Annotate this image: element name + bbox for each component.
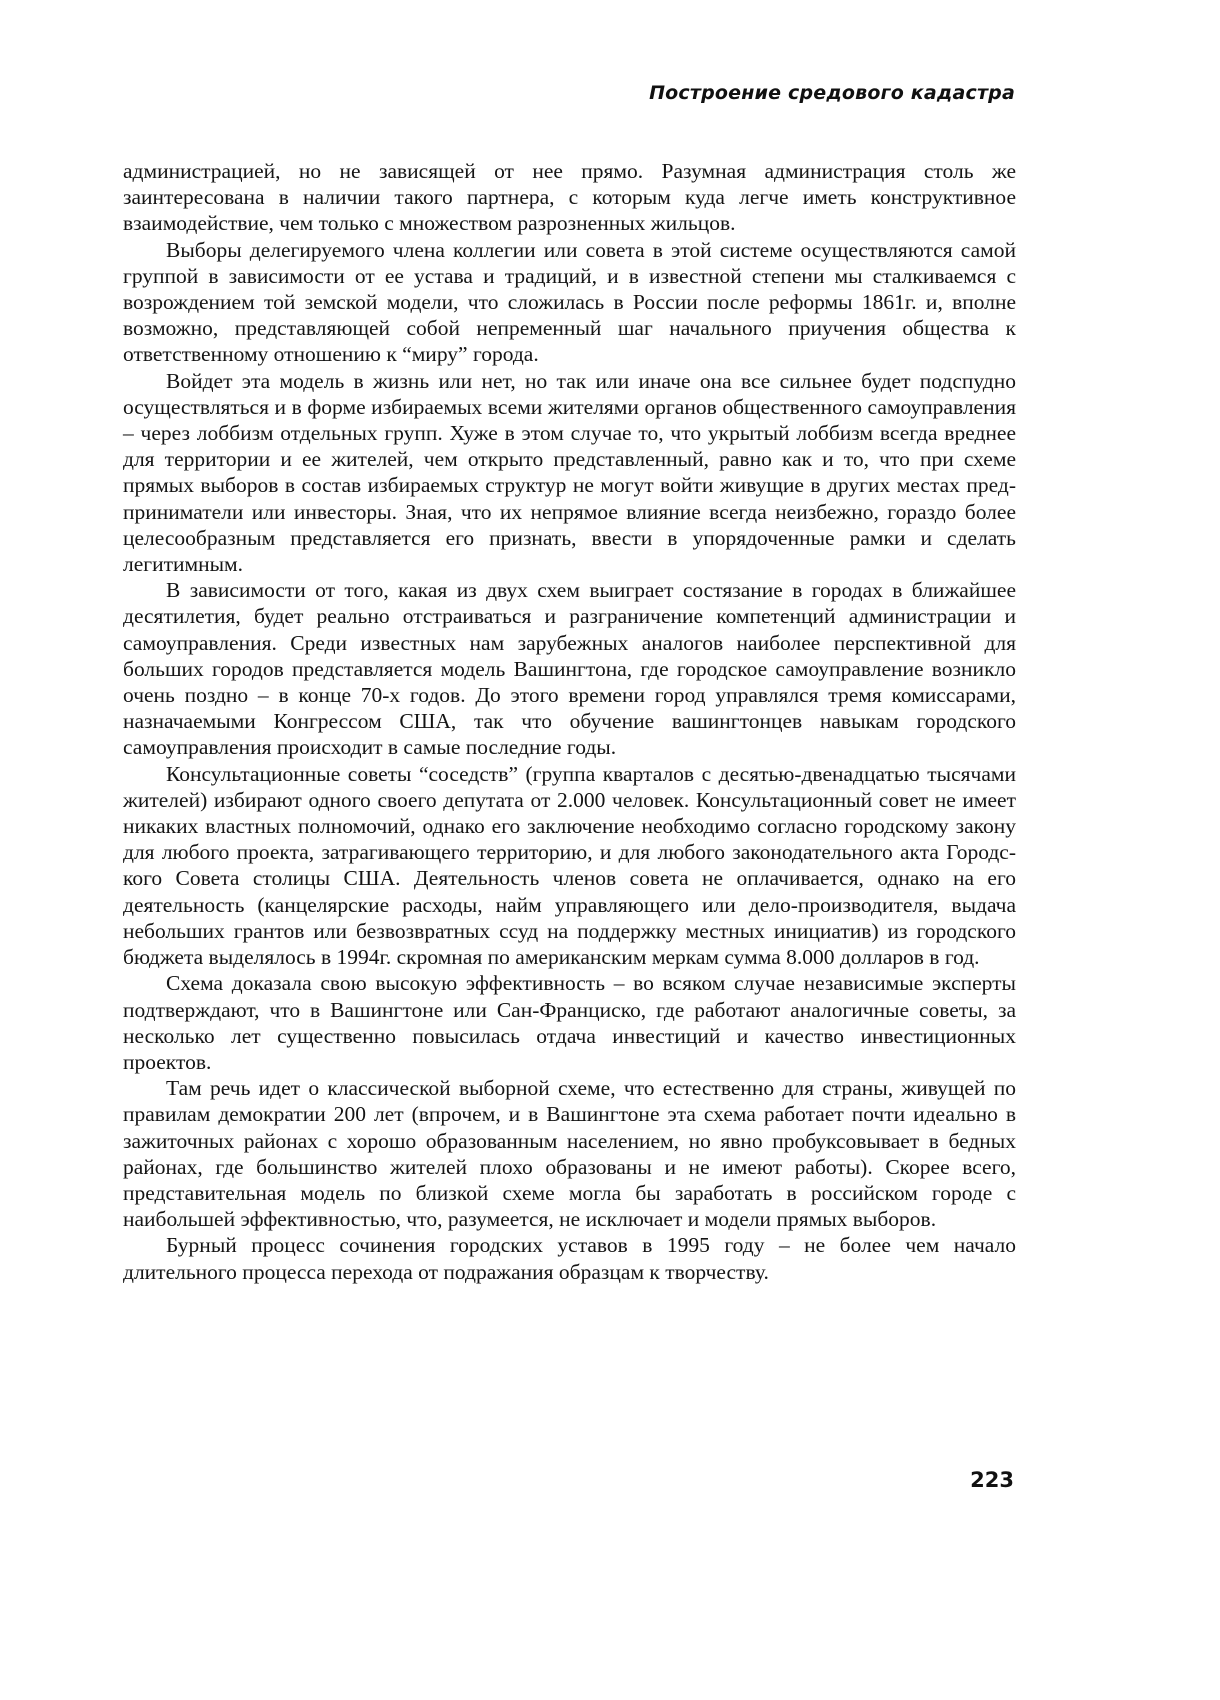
- paragraph: Там речь идет о классической выборной схеме, что естественно для страны, живущей по правилам демократии 200 лет (впрочем, и в Вашингтоне эта схема работает почти идеально в зажиточных районах с хорошо образованным населением, но явно пробуксовывает в бедных районах, где большинство жителей плохо образованы и не имеют работы). Скорее всего, представительная модель по близкой схеме могла бы заработать в российском городе с наибольшей эффективностью, что, разумеется, не исключает и модели прямых выборов.: [123, 1076, 1016, 1232]
- paragraph: Бурный процесс сочинения городских уставов в 1995 году – не более чем начало длительного процесса перехода от подражания образцам к творчеству.: [123, 1233, 1016, 1284]
- paragraph: Выборы делегируемого члена коллегии или совета в этой системе осуществляются самой группой в зависимости от ее устава и традиций, и в известной степени мы сталкиваемся с возрождением той земской модели, что сложилась в России после реформы 1861г. и, вполне возможно, представляющей собой непременный шаг начального приучения общества к ответственному отношению к “миру” города.: [123, 237, 1016, 367]
- paragraph: Войдет эта модель в жизнь или нет, но так или иначе она все сильнее будет подспудно осуществляться и в форме избираемых всеми жителями органов общественного самоуправления – через лоббизм отдельных групп. Хуже в этом случае то, что укрытый лоббизм всегда вреднее для территории и ее жителей, чем открыто представленный, равно как и то, что при схеме прямых выборов в состав избираемых структур не могут войти живущие в других местах предприниматели или инвесторы. Зная, что их непрямое влияние всегда неизбежно, гораздо более целесообразным представляется его признать, ввести в упорядоченные рамки и сделать легитимным.: [123, 368, 1016, 577]
- page-number: 223: [970, 1468, 1014, 1492]
- main-text: [123, 158, 1016, 1285]
- paragraph: Консультационные советы “соседств” (группа кварталов с десятью-двенадцатью тысячами жителей) избирают одного своего депутата от 2.000 человек. Консультационный совет не имеет никаких властных полномочий, однако его заключение необходимо согласно городскому закону для любого проекта, затрагивающего территорию, и для любого законодательного акта Городского Совета столицы США. Деятельность членов совета не оплачивается, однако на его деятельность (канцелярские расходы, найм управляющего или дело-производителя, выдача небольших грантов или безвозвратных ссуд на поддержку местных инициатив) из городского бюджета выделялось в 1994г. скромная по американским меркам сумма 8.000 долларов в год.: [123, 761, 1016, 970]
- paragraph: Схема доказала свою высокую эффективность – во всяком случае независимые эксперты подтверждают, что в Вашингтоне или Сан-Франциско, где работают аналогичные советы, за несколько лет существенно повысилась отдача инвестиций и качество инвестиционных проектов.: [123, 971, 1016, 1074]
- paragraph: В зависимости от того, какая из двух схем выиграет состязание в городах в ближайшее десятилетия, будет реально отстраиваться и разграничение компетенций администрации и самоуправления. Среди известных нам зарубежных аналогов наиболее перспективной для больших городов представляется модель Вашингтона, где городское самоуправление возникло очень поздно – в конце 70-х годов. До этого времени город управлялся тремя комиссарами, назначаемыми Конгрессом США, так что обучение вашингтонцев навыкам городского самоуправления происходит в самые последние годы.: [123, 578, 1016, 760]
- running-header: Построение средового кадастра: [649, 82, 1015, 104]
- paragraph-continuation: администрацией, но не зависящей от нее прямо. Разумная администрация столь же заинтересована в наличии такого партнера, с которым куда легче иметь конструктивное взаимодействие, чем только с множеством разрозненных жильцов.: [123, 159, 1016, 236]
